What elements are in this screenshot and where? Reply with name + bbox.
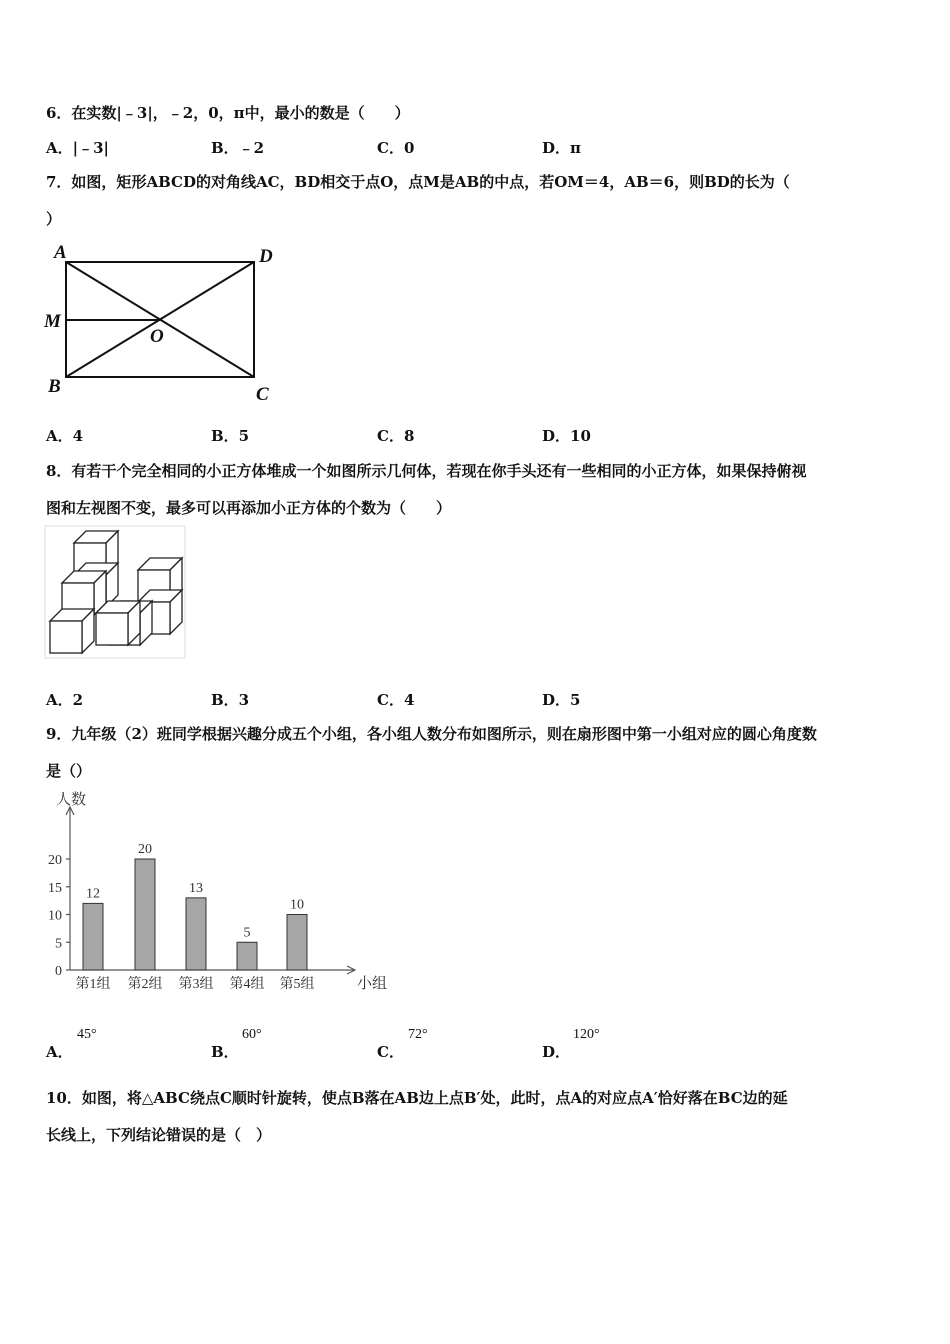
- q10-stem-line2: 长线上，下列结论错误的是（ ）: [46, 1126, 272, 1144]
- q9-option-d-value: 120°: [573, 1027, 600, 1042]
- y-tick-label: 15: [48, 880, 62, 896]
- y-tick-label: 0: [55, 964, 62, 979]
- q9-option-a-value: 45°: [77, 1027, 97, 1042]
- rectangle-figure: [42, 240, 282, 410]
- q9-option-a: A．: [46, 1043, 73, 1061]
- q9-stem-line1: 9．九年级（2）班同学根据兴趣分成五个小组，各小组人数分布如图所示，则在扇形图中第一小组对应的圆心角度数: [46, 725, 817, 743]
- y-tick-label: 5: [55, 936, 62, 952]
- q8-option-c: C．4: [377, 691, 415, 709]
- bar-value-label: 12: [86, 886, 100, 902]
- q7-stem-line1: 7．如图，矩形ABCD的对角线AC，BD相交于点O，点M是AB的中点，若OM＝4，AB＝6，则BD的长为（: [46, 173, 790, 191]
- q9-option-d: D．: [542, 1043, 571, 1061]
- q9-option-b: B．: [211, 1043, 239, 1061]
- label-m: M: [44, 311, 61, 332]
- category-label: 第5组: [279, 977, 315, 992]
- q9-option-b-value: 60°: [242, 1027, 262, 1042]
- category-label: 第2组: [127, 977, 163, 992]
- cubes-figure: [44, 525, 189, 660]
- category-label: 第3组: [178, 977, 214, 992]
- q6-option-c: C．0: [377, 139, 415, 157]
- q7-option-a: A．4: [46, 427, 84, 445]
- q8-stem-line2: 图和左视图不变，最多可以再添加小正方体的个数为（ ）: [46, 499, 452, 517]
- label-b: B: [48, 376, 61, 397]
- q9-stem-line2: 是（）: [46, 762, 92, 780]
- x-axis-label: 小组: [357, 976, 388, 992]
- label-a: A: [54, 242, 67, 263]
- bar: [83, 903, 103, 970]
- label-c: C: [256, 384, 269, 405]
- category-label: 第1组: [75, 977, 111, 992]
- q8-stem-line1: 8．有若干个完全相同的小正方体堆成一个如图所示几何体，若现在你手头还有一些相同的小正方体，如果保持俯视: [46, 462, 807, 480]
- q7-option-c: C．8: [377, 427, 415, 445]
- q9-option-c: C．: [377, 1043, 404, 1061]
- bar: [287, 915, 307, 971]
- q8-option-b: B．3: [211, 691, 250, 709]
- q7-option-d: D．10: [542, 427, 591, 445]
- bar: [186, 898, 206, 970]
- bar-value-label: 20: [138, 842, 152, 857]
- bar: [135, 859, 155, 970]
- bar: [237, 942, 257, 970]
- q6-option-b: B．﹣2: [211, 139, 265, 157]
- label-d: D: [259, 246, 273, 267]
- q6-option-d: D．π: [542, 139, 581, 157]
- y-tick-label: 10: [48, 908, 62, 924]
- q6-option-a: A．|﹣3|: [46, 139, 109, 157]
- q6-stem: 6．在实数|﹣3|，﹣2，0，π中，最小的数是（ ）: [46, 104, 410, 122]
- q7-option-b: B．5: [211, 427, 250, 445]
- cube: [96, 601, 140, 645]
- cube: [50, 609, 94, 653]
- q8-option-d: D．5: [542, 691, 581, 709]
- category-label: 第4组: [229, 977, 265, 992]
- bar-value-label: 13: [189, 880, 203, 896]
- q10-stem-line1: 10．如图，将△ABC绕点C顺时针旋转，使点B落在AB边上点B′处，此时，点A的对应点A′恰好落在BC边的延: [46, 1089, 788, 1107]
- q8-option-a: A．2: [46, 691, 84, 709]
- bar-chart: [40, 785, 390, 1000]
- label-o: O: [150, 326, 164, 347]
- q9-option-c-value: 72°: [408, 1027, 428, 1042]
- bar-value-label: 5: [243, 925, 251, 941]
- bar-value-label: 10: [290, 897, 304, 913]
- y-axis-label: 人数: [56, 792, 87, 808]
- y-tick-label: 20: [48, 853, 62, 868]
- q7-stem-line2: ）: [46, 210, 62, 228]
